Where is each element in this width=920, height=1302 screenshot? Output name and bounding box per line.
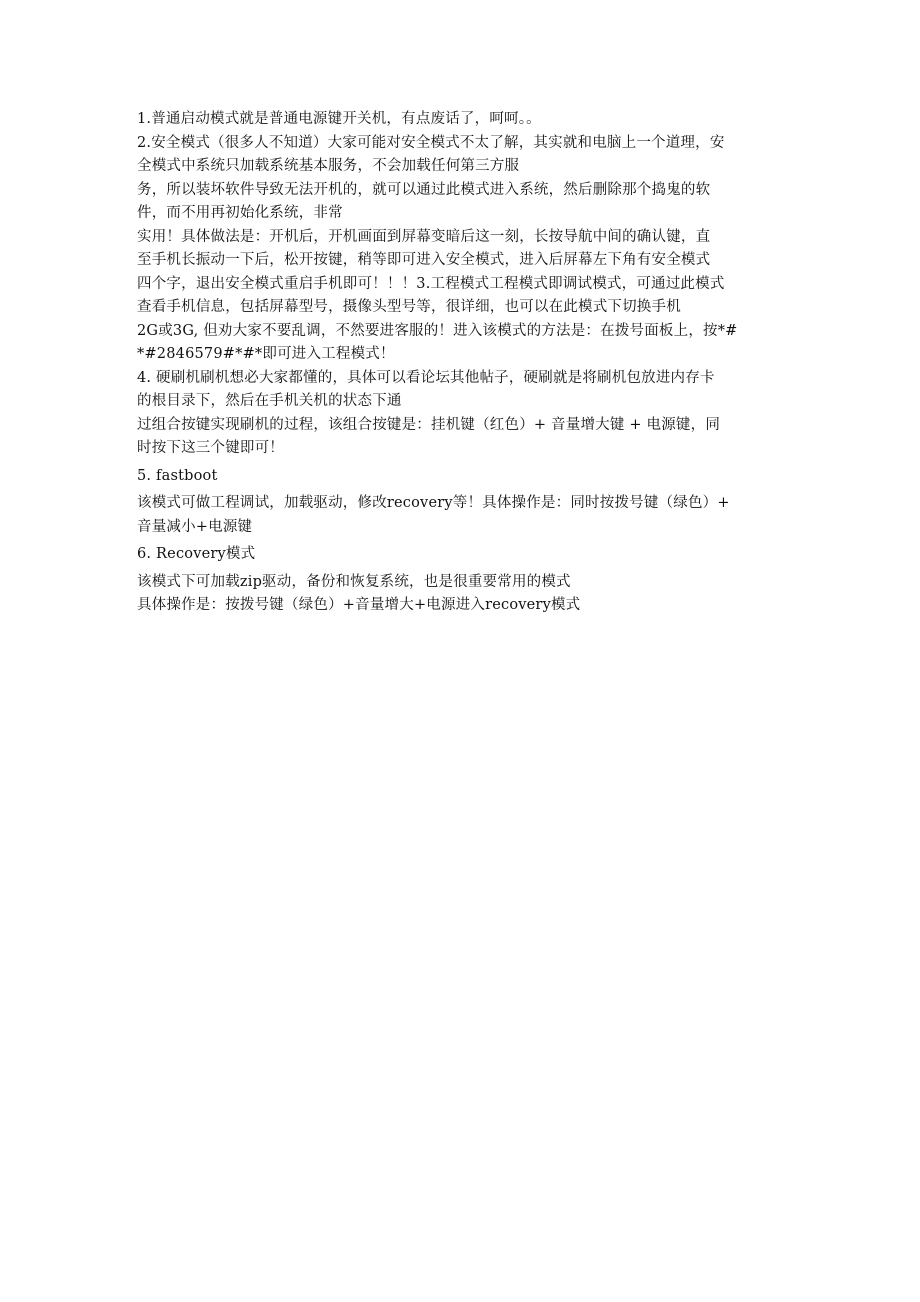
text-line-4: 务，所以装坏软件导致无法开机的，就可以通过此模式进入系统，然后删除那个捣鬼的软 [137, 181, 711, 198]
text-line-1: 1.普通启动模式就是普通电源键开关机，有点废话了，呵呵。。 [137, 111, 541, 127]
text-line-2: 2.安全模式（很多人不知道）大家可能对安全模式不太了解，其实就和电脑上一个道理，安 [137, 134, 725, 151]
section-heading-fastboot: 5. fastboot [137, 467, 218, 484]
text-line-15: 时按下这三个键即可！ [137, 440, 284, 456]
text-line-17: 该模式可做工程调试，加载驱动，修改recovery等！具体操作是：同时按拨号键（绿色）+ [137, 495, 730, 511]
text-line-9: 查看手机信息，包括屏幕型号，摄像头型号等，很详细，也可以在此模式下切换手机 [137, 299, 681, 315]
document-body [137, 108, 791, 618]
text-line-10: 2G或3G, 但劝大家不要乱调，不然要进客服的！进入该模式的方法是：在拨号面板上，按*# [137, 322, 738, 339]
section-heading-recovery: 6. Recovery模式 [137, 546, 256, 562]
text-line-14: 过组合按键实现刷机的过程，该组合按键是：挂机键（红色）+ 音量增大键 + 电源键，同 [137, 416, 721, 433]
text-line-21: 具体操作是：按拨号键（绿色）+音量增大+电源进入recovery模式 [137, 597, 581, 613]
text-line-5: 件，而不用再初始化系统，非常 [137, 205, 343, 221]
text-line-13: 的根目录下，然后在手机关机的状态下通 [137, 393, 402, 409]
text-line-7: 至手机长振动一下后，松开按键，稍等即可进入安全模式，进入后屏幕左下角有安全模式 [137, 252, 711, 268]
text-line-12: 4. 硬刷机刷机想必大家都懂的，具体可以看论坛其他帖子，硬刷就是将刷机包放进内存卡 [137, 369, 715, 386]
text-line-3: 全模式中系统只加载系统基本服务，不会加载任何第三方服 [137, 158, 520, 174]
text-line-18: 音量减小+电源键 [137, 518, 253, 535]
text-line-11: *#2846579#*#*即可进入工程模式！ [137, 346, 395, 362]
text-line-20: 该模式下可加载zip驱动，备份和恢复系统，也是很重要常用的模式 [137, 573, 571, 590]
text-line-8: 四个字，退出安全模式重启手机即可！！！3.工程模式工程模式即调试模式，可通过此模式 [137, 275, 725, 292]
text-line-6: 实用！具体做法是：开机后，开机画面到屏幕变暗后这一刻，长按导航中间的确认键，直 [137, 228, 711, 245]
